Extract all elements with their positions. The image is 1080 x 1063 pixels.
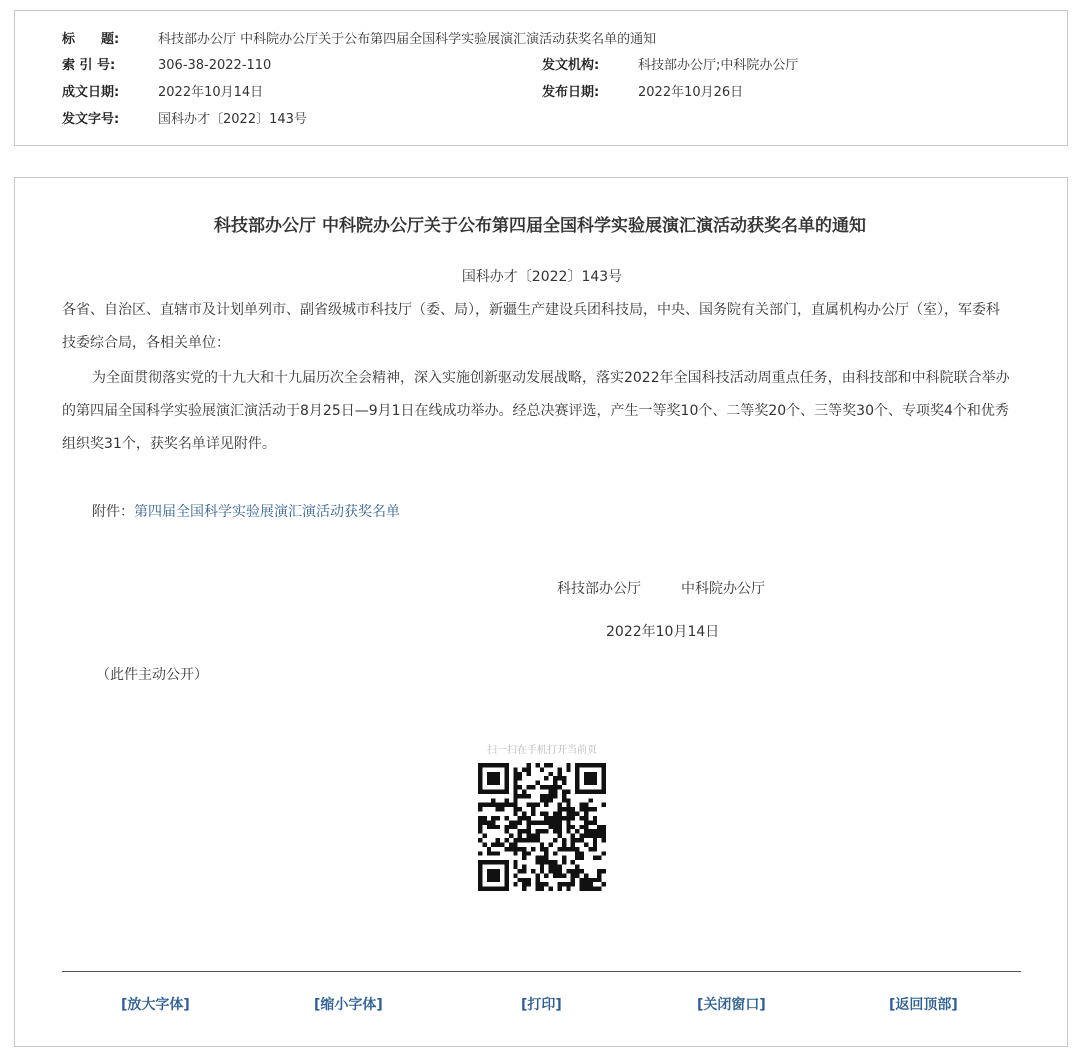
document-body: 为全面贯彻落实党的十九大和十九届历次全会精神，深入实施创新驱动发展战略，落实2022年全国科技活动周重点任务，由科技部和中科院联合举办的第四届全国科学实验展演汇演活动于8月25日—9月1日在线成功举办。经总决赛评选，产生一等奖10个、二等奖20个、三等奖30个、专项奖4个和优秀组织奖31个，获奖名单详见附件。 [62,370,1010,452]
back-to-top-button[interactable]: [返回顶部] [889,997,958,1013]
meta-index-value: 306-38-2022-110 [158,58,272,73]
meta-title-label: 标 题: [62,32,120,47]
meta-issuer-value: 科技部办公厅;中科院办公厅 [638,58,799,73]
print-button[interactable]: [打印] [521,997,562,1013]
meta-created-label: 成文日期: [62,85,120,100]
document-title: 科技部办公厅 中科院办公厅关于公布第四届全国科学实验展演汇演活动获奖名单的通知 [214,216,866,236]
signer-cas: 中科院办公厅 [681,581,765,597]
footer-divider [62,971,1021,972]
attachment-label: 附件： [92,504,134,520]
meta-docno-label: 发文字号: [62,112,120,127]
enlarge-font-button[interactable]: [放大字体] [121,997,190,1013]
qr-caption: 扫一扫在手机打开当前页 [487,745,597,756]
shrink-font-button[interactable]: [缩小字体] [314,997,383,1013]
meta-docno-value: 国科办才〔2022〕143号 [158,112,307,127]
signer-most: 科技部办公厅 [557,581,641,597]
attachment-link[interactable]: 第四届全国科学实验展演汇演活动获奖名单 [134,504,400,520]
attachment-line [92,500,400,524]
meta-created-value: 2022年10月14日 [158,85,264,100]
qr-code-icon [478,763,606,891]
public-disclosure-note: （此件主动公开） [96,667,208,683]
meta-index-label: 索 引 号: [62,58,116,73]
document-number: 国科办才〔2022〕143号 [461,269,623,285]
meta-published-value: 2022年10月26日 [638,85,744,100]
document-addressee: 各省、自治区、直辖市及计划单列市、副省级城市科技厅（委、局），新疆生产建设兵团科技局，中央、国务院有关部门，直属机构办公厅（室），军委科技委综合局，各相关单位： [62,302,1000,351]
meta-published-label: 发布日期: [542,85,600,100]
signing-date: 2022年10月14日 [606,624,720,640]
close-window-button[interactable]: [关闭窗口] [697,997,766,1013]
meta-title-value: 科技部办公厅 中科院办公厅关于公布第四届全国科学实验展演汇演活动获奖名单的通知 [158,32,657,47]
meta-issuer-label: 发文机构: [542,58,600,73]
